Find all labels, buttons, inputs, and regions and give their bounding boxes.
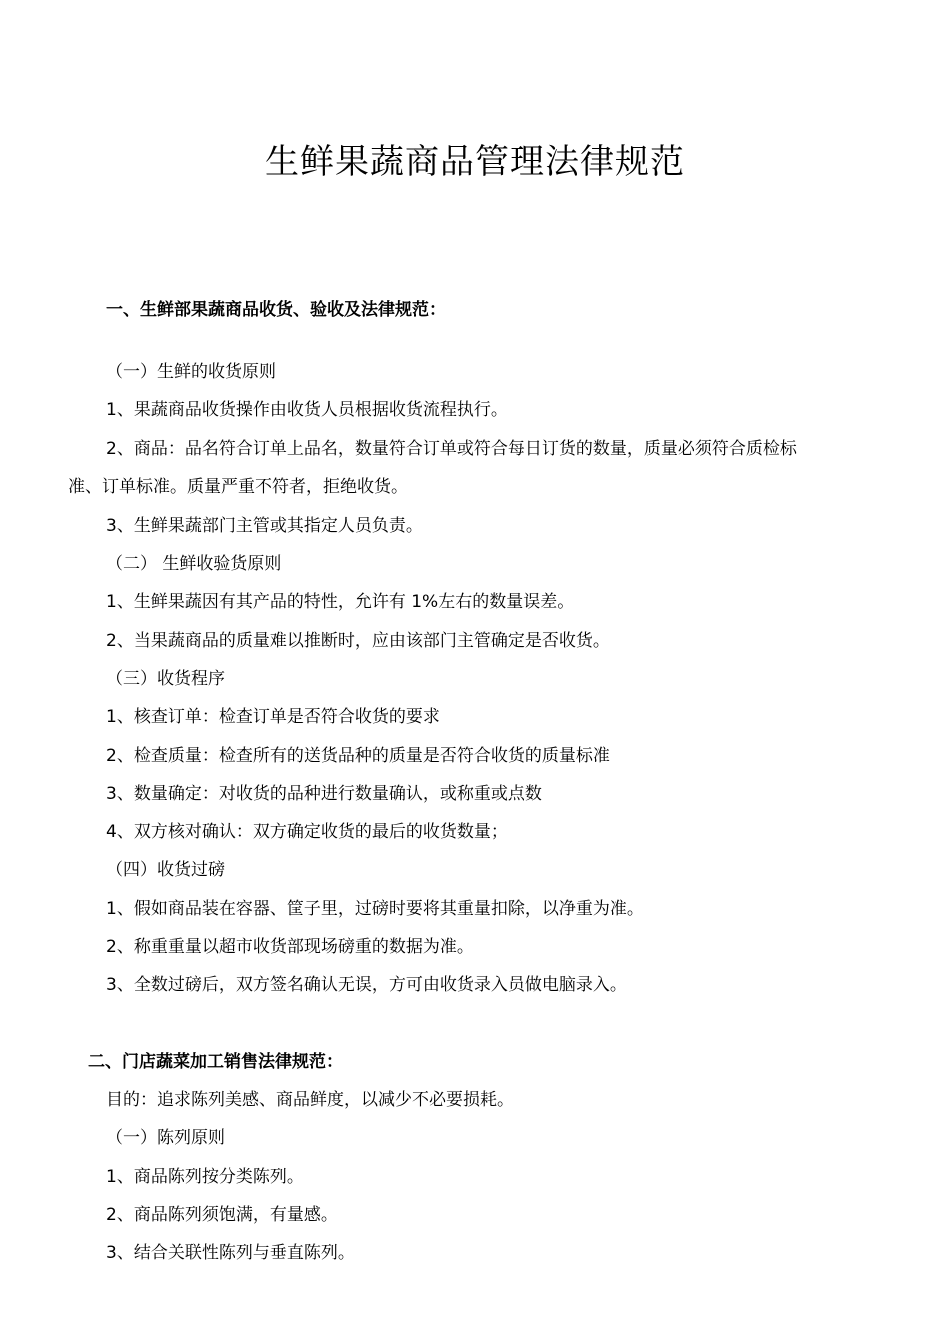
paragraph: 4、双方核对确认：双方确定收货的最后的收货数量； — [106, 822, 508, 842]
paragraph-continuation: 准、订单标准。质量严重不符者，拒绝收货。 — [68, 477, 408, 497]
subsection-1-heading: （一）生鲜的收货原则 — [106, 362, 276, 382]
subsection-2-heading: （二） 生鲜收验货原则 — [106, 554, 282, 574]
paragraph: 1、生鲜果蔬因有其产品的特性，允许有 1%左右的数量误差。 — [106, 592, 575, 612]
section-1-heading: 一、生鲜部果蔬商品收货、验收及法律规范： — [106, 300, 446, 320]
paragraph: 2、商品：品名符合订单上品名，数量符合订单或符合每日订货的数量，质量必须符合质检标 — [106, 439, 797, 459]
paragraph: 2、检查质量：检查所有的送货品种的质量是否符合收货的质量标准 — [106, 746, 610, 766]
subsection-heading: （一）陈列原则 — [106, 1128, 225, 1148]
document-title: 生鲜果蔬商品管理法律规范 — [265, 142, 685, 182]
paragraph: 2、当果蔬商品的质量难以推断时，应由该部门主管确定是否收货。 — [106, 631, 610, 651]
paragraph: 3、全数过磅后，双方签名确认无误，方可由收货录入员做电脑录入。 — [106, 975, 627, 995]
paragraph: 1、商品陈列按分类陈列。 — [106, 1167, 304, 1187]
paragraph: 2、商品陈列须饱满，有量感。 — [106, 1205, 338, 1225]
section-2-heading: 二、门店蔬菜加工销售法律规范： — [88, 1052, 343, 1072]
paragraph: 3、生鲜果蔬部门主管或其指定人员负责。 — [106, 516, 423, 536]
paragraph: 目的：追求陈列美感、商品鲜度，以减少不必要损耗。 — [106, 1090, 514, 1110]
paragraph: 1、果蔬商品收货操作由收货人员根据收货流程执行。 — [106, 400, 508, 420]
paragraph: 2、称重重量以超市收货部现场磅重的数据为准。 — [106, 937, 474, 957]
paragraph: 1、假如商品装在容器、筐子里，过磅时要将其重量扣除，以净重为准。 — [106, 899, 644, 919]
paragraph: 3、数量确定：对收货的品种进行数量确认，或称重或点数 — [106, 784, 542, 804]
subsection-4-heading: （四）收货过磅 — [106, 860, 225, 880]
subsection-3-heading: （三）收货程序 — [106, 669, 225, 689]
paragraph: 1、核查订单：检查订单是否符合收货的要求 — [106, 707, 440, 727]
paragraph: 3、结合关联性陈列与垂直陈列。 — [106, 1243, 355, 1263]
